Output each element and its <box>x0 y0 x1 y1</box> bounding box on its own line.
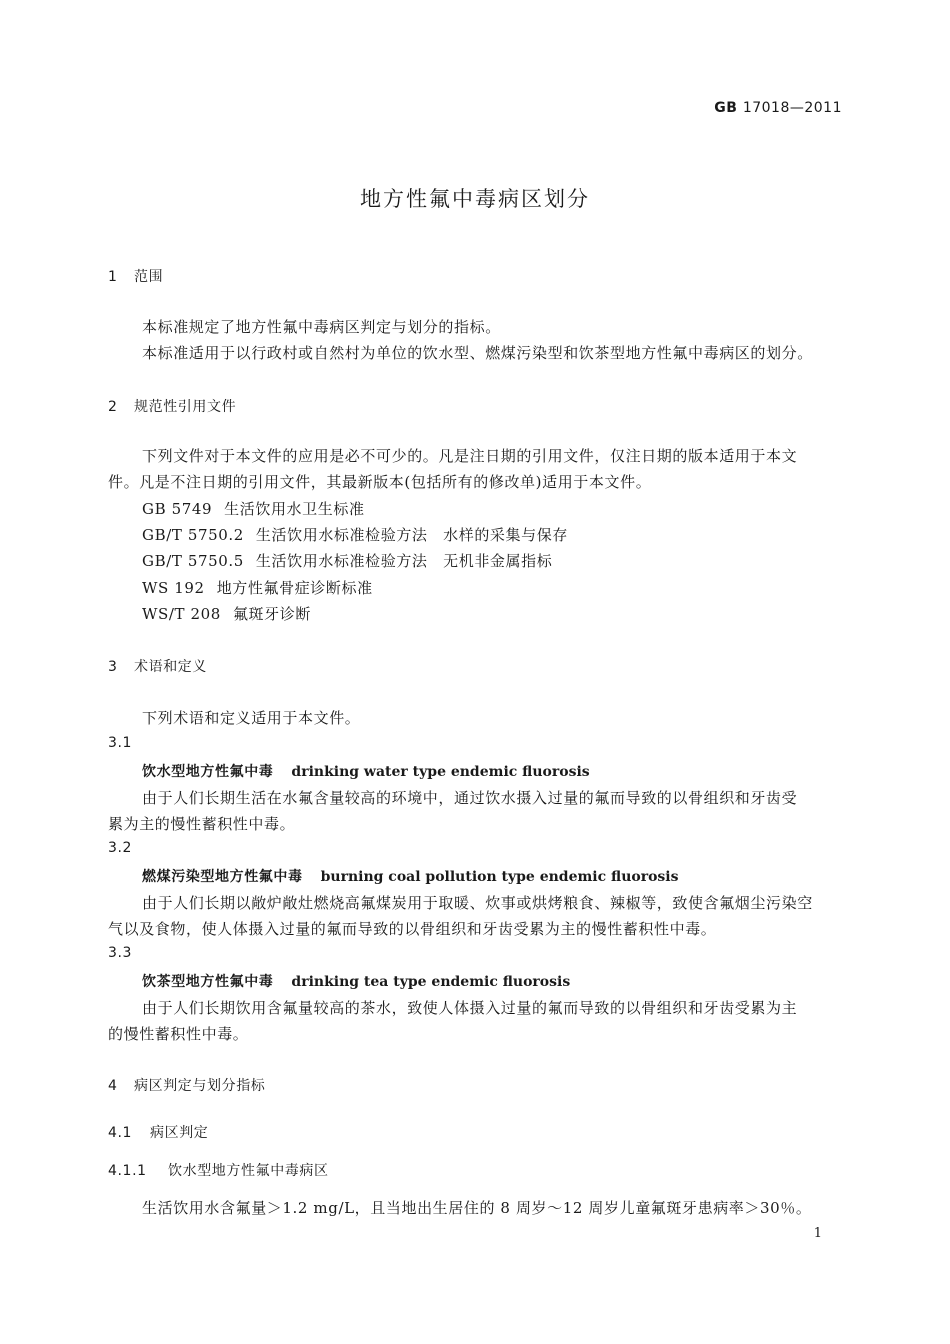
section-4-heading <box>108 1075 265 1095</box>
reference-title: 生活饮用水标准检验方法 无机非金属指标 <box>255 552 553 570</box>
reference-code: GB/T 5750.5 <box>142 552 244 570</box>
term-chinese: 饮茶型地方性氟中毒 <box>142 974 274 990</box>
term-definition: 由于人们长期生活在水氟含量较高的环境中，通过饮水摄入过量的氟而导致的以骨组织和牙齿受 <box>142 789 798 807</box>
term-chinese: 燃煤污染型地方性氟中毒 <box>142 869 303 885</box>
section-title: 病区判定与划分指标 <box>134 1078 266 1094</box>
reference-title: 氟斑牙诊断 <box>232 605 311 623</box>
section-title: 术语和定义 <box>134 659 207 675</box>
paragraph: 下列术语和定义适用于本文件。 <box>142 709 361 727</box>
section-1-heading <box>108 266 163 286</box>
paragraph: 本标准规定了地方性氟中毒病区判定与划分的指标。 <box>142 318 501 336</box>
reference-title: 地方性氟骨症诊断标准 <box>216 579 373 597</box>
term-definition: 由于人们长期饮用含氟量较高的茶水，致使人体摄入过量的氟而导致的以骨组织和牙齿受累为主 <box>142 999 798 1017</box>
subsubsection-heading <box>108 1160 329 1180</box>
standard-code <box>714 100 842 116</box>
reference-item <box>142 550 552 571</box>
reference-item <box>142 524 568 545</box>
reference-title: 生活饮用水卫生标准 <box>224 500 365 518</box>
section-3-heading <box>108 656 207 676</box>
reference-code: GB/T 5750.2 <box>142 526 244 544</box>
reference-item <box>142 577 373 598</box>
term-heading <box>142 761 590 781</box>
section-number: 3 <box>108 659 118 675</box>
reference-code: GB 5749 <box>142 500 213 518</box>
reference-title: 生活饮用水标准检验方法 水样的采集与保存 <box>255 526 568 544</box>
section-number: 4 <box>108 1078 118 1094</box>
paragraph: 下列文件对于本文件的应用是必不可少的。凡是注日期的引用文件，仅注日期的版本适用于本文 <box>142 447 798 465</box>
term-definition: 由于人们长期以敞炉敞灶燃烧高氟煤炭用于取暖、炊事或烘烤粮食、辣椒等，致使含氟烟尘污染空 <box>142 894 813 912</box>
subsubsection-title: 饮水型地方性氟中毒病区 <box>168 1163 329 1179</box>
reference-code: WS/T 208 <box>142 605 221 623</box>
subsection-heading <box>108 1122 208 1142</box>
term-english: drinking water type endemic fluorosis <box>291 764 590 780</box>
reference-item <box>142 603 311 624</box>
term-chinese: 饮水型地方性氟中毒 <box>142 764 274 780</box>
term-definition: 累为主的慢性蓄积性中毒。 <box>108 815 296 833</box>
term-number: 3.3 <box>108 945 133 961</box>
section-2-heading <box>108 396 236 416</box>
page-number: 1 <box>813 1226 822 1241</box>
term-english: burning coal pollution type endemic fluorosis <box>320 869 679 885</box>
standard-number: 17018—2011 <box>742 100 842 116</box>
document-title: 地方性氟中毒病区划分 <box>360 187 590 211</box>
term-definition: 气以及食物，使人体摄入过量的氟而导致的以骨组织和牙齿受累为主的慢性蓄积性中毒。 <box>108 920 717 938</box>
term-definition: 的慢性蓄积性中毒。 <box>108 1025 249 1043</box>
section-number: 1 <box>108 269 118 285</box>
section-title: 范围 <box>134 269 164 285</box>
term-number: 3.2 <box>108 840 133 856</box>
paragraph: 本标准适用于以行政村或自然村为单位的饮水型、燃煤污染型和饮茶型地方性氟中毒病区的划分。 <box>142 344 813 362</box>
section-number: 2 <box>108 399 118 415</box>
term-heading <box>142 866 679 886</box>
standard-prefix: GB <box>714 100 738 116</box>
term-heading <box>142 971 570 991</box>
subsection-number: 4.1 <box>108 1125 133 1141</box>
paragraph: 件。凡是不注日期的引用文件，其最新版本(包括所有的修改单)适用于本文件。 <box>108 473 652 491</box>
subsubsection-number: 4.1.1 <box>108 1163 147 1179</box>
subsection-title: 病区判定 <box>150 1125 209 1141</box>
term-number: 3.1 <box>108 735 133 751</box>
reference-item <box>142 498 365 519</box>
paragraph: 生活饮用水含氟量＞1.2 mg/L，且当地出生居住的 8 周岁～12 周岁儿童氟斑牙患病率＞30％。 <box>142 1199 812 1217</box>
section-title: 规范性引用文件 <box>134 399 237 415</box>
term-english: drinking tea type endemic fluorosis <box>291 974 571 990</box>
reference-code: WS 192 <box>142 579 205 597</box>
